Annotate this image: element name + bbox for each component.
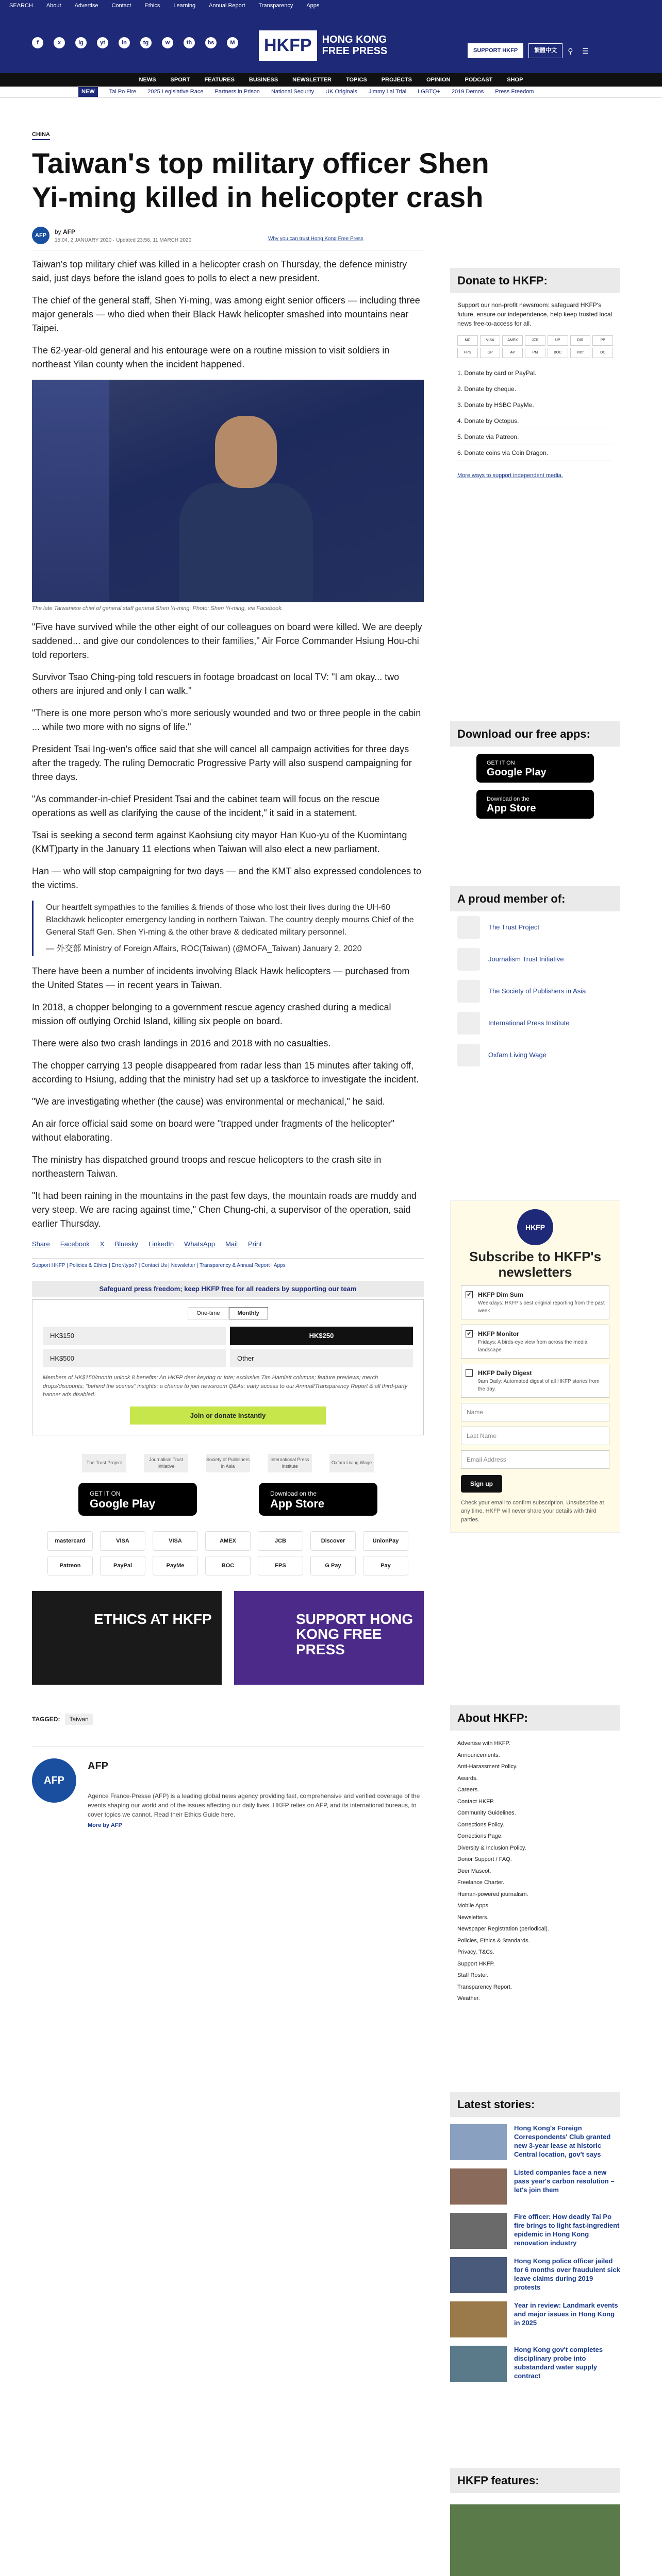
about-link[interactable]: Mobile Apps. (457, 1903, 490, 1909)
payment-icon: Patreon (47, 1556, 93, 1575)
topic-link[interactable]: 2025 Legislative Race (147, 89, 204, 95)
topbar-link[interactable]: Transparency (258, 2, 293, 9)
story-thumbnail (450, 2346, 507, 2382)
topic-link[interactable]: Partners in Prison (214, 89, 260, 95)
checkbox[interactable] (466, 1369, 473, 1377)
google-play-button[interactable]: GET IT ON Google Play (476, 754, 594, 783)
newsletter-signup (450, 1200, 620, 1533)
app-store-button[interactable]: Download on the App Store (476, 790, 594, 819)
amount-option[interactable]: HK$250 (230, 1327, 413, 1345)
donate-widget (32, 1299, 424, 1436)
header-actions (468, 43, 591, 58)
amount-option[interactable]: HK$500 (43, 1349, 226, 1368)
more-by-author[interactable]: More by AFP (88, 1822, 122, 1828)
article-category[interactable]: CHINA (32, 130, 50, 140)
member-badges (32, 1454, 424, 1472)
donate-method[interactable]: 5. Donate via Patreon. (457, 429, 613, 445)
about-link[interactable]: Human-powered journalism. (457, 1891, 528, 1897)
latest-story[interactable]: Listed companies face a new pass year's carbon resolution – let's join them (450, 2168, 620, 2205)
nav-item[interactable]: NEWS (139, 76, 156, 83)
payment-icon: PayMe (153, 1556, 198, 1575)
app-store-button[interactable]: Download on the App Store (259, 1483, 377, 1516)
feature-story[interactable] (450, 2504, 620, 2576)
member-org[interactable]: Journalism Trust Initiative (457, 943, 613, 975)
topbar-link[interactable]: Advertise (74, 2, 98, 9)
sidebar-latest (450, 2092, 620, 2397)
topic-link[interactable]: UK Originals (325, 89, 357, 95)
payment-icon: Pay (363, 1556, 408, 1575)
member-org[interactable]: Oxfam Living Wage (457, 1039, 613, 1071)
sidebar-heading: Download our free apps: (450, 721, 620, 747)
threads-icon[interactable]: th (184, 37, 195, 48)
checkbox[interactable]: ✔ (466, 1291, 473, 1298)
about-link[interactable]: Contact HKFP. (457, 1798, 494, 1805)
topbar-link[interactable]: Annual Report (209, 2, 245, 9)
about-link[interactable]: Transparency Report. (457, 1984, 512, 1990)
youtube-icon[interactable]: yt (97, 37, 108, 48)
newsletter-title: Subscribe to HKFP's newsletters (469, 1249, 602, 1280)
topbar-link[interactable]: Learning (173, 2, 196, 9)
author-name[interactable]: by AFP (55, 228, 76, 235)
top-bar (0, 0, 662, 11)
mastodon-icon[interactable]: M (227, 37, 238, 48)
nav-item[interactable]: NEWSLETTER (292, 76, 332, 83)
tweet-text: Our heartfelt sympathies to the families & friends of those who lost their lives during the UH-60 Blackhawk helicopter emergency landing in northern Taiwan. The country deeply mourns Chief of the General Staff Gen. Shen Yi-ming & the other brave & dedicated military personnel. (46, 903, 414, 937)
signup-button[interactable]: Sign up (461, 1475, 502, 1493)
story-thumbnail (450, 2124, 507, 2160)
donate-banner[interactable]: Safeguard press freedom; keep HKFP free for all readers by supporting our team (32, 1281, 424, 1297)
paragraph: In 2018, a chopper belonging to a government rescue agency crashed during a medical mission off outlying Orchid Island, killing six people on board. (32, 1002, 391, 1026)
topbar-link[interactable]: Contact (111, 2, 131, 9)
print-button[interactable]: Print (247, 1240, 262, 1248)
bluesky-icon[interactable]: bs (205, 37, 217, 48)
member-org[interactable]: International Press Institute (457, 1007, 613, 1039)
share-bar (32, 1239, 424, 1249)
join-button[interactable]: Join or donate instantly (130, 1406, 326, 1425)
paragraph: An air force official said some on board were "trapped under fragments of the helicopter" without elaborating. (32, 1118, 394, 1143)
payment-icon: mastercard (47, 1531, 93, 1551)
sidebar-members (450, 886, 620, 1071)
search-icon[interactable]: ⚲ (568, 47, 573, 56)
share-link[interactable]: Share (32, 1240, 50, 1248)
first-name-input[interactable]: Name (461, 1403, 609, 1421)
paragraph: "As commander-in-chief President Tsai and the cabinet team will focus on the rescue operations as well as clarifying the cause of the incident," it said in a statement. (32, 793, 380, 818)
paragraph: Survivor Tsao Ching-ping told rescuers in footage broadcast on local TV: "I am okay... two others are injured and only I can walk." (32, 671, 400, 696)
trust-link[interactable]: Why you can trust Hong Kong Free Press (268, 236, 363, 242)
jti-logo[interactable]: Journalism Trust Initiative (144, 1454, 188, 1472)
photo-caption: The late Taiwanese chief of general staff general Shen Yi-ming. Photo: Shen Yi-ming, via Facebook. (32, 605, 283, 612)
topic-nav (0, 87, 662, 98)
paragraph: The chopper carrying 13 people disappeared from radar less than 15 minutes after taking off, according to Hsiung, adding that the ministry had set up a taskforce to investigate the incident. (32, 1060, 419, 1084)
nav-item[interactable]: SHOP (507, 76, 523, 83)
support-links[interactable]: Support HKFP | Policies & Ethics | Error/typo? | Contact Us | Newsletter | Transparency & Annual Report | Apps (32, 1258, 424, 1269)
newsletter-note: Check your email to confirm subscription. Unsubscribe at any time. HKFP will never share your details with third parties. (461, 1499, 604, 1523)
author-box (32, 1747, 424, 1830)
tag-link[interactable]: Taiwan (65, 1714, 92, 1725)
sidebar-donate (450, 268, 620, 483)
payment-icon: AMEX (205, 1531, 251, 1551)
hkfp-logo: HKFP (517, 1209, 553, 1245)
topic-link[interactable]: 2019 Demos (451, 89, 484, 95)
main-nav (0, 73, 662, 87)
about-link[interactable]: Deer Mascot. (457, 1868, 491, 1874)
payment-icon: VISA (100, 1531, 145, 1551)
topbar-link[interactable]: About (46, 2, 61, 9)
mail-share[interactable]: Mail (225, 1240, 238, 1248)
author-avatar[interactable]: AFP (32, 227, 49, 244)
about-link[interactable]: Community Guidelines. (457, 1810, 516, 1816)
about-link[interactable]: Policies, Ethics & Standards. (457, 1937, 530, 1944)
email-input[interactable]: Email Address (461, 1450, 609, 1469)
payment-cards: MC VISA AMEX JCB UP DIS PP FPS GP AP PM BOC Patr DC (450, 335, 620, 358)
nav-item[interactable]: PODCAST (465, 76, 493, 83)
site-header (0, 11, 662, 73)
paragraph: The 62-year-old general and his entourage were on a routine mission to visit soldiers in northeast Yilan county when the incident happened. (32, 345, 390, 369)
x-share[interactable]: X (100, 1240, 105, 1248)
support-button[interactable]: SUPPORT HKFP (468, 43, 523, 58)
linkedin-icon[interactable]: in (119, 37, 130, 48)
story-thumbnail (450, 2213, 507, 2249)
payment-icon: PayPal (100, 1556, 145, 1575)
sidebar-features (450, 2468, 620, 2576)
freq-option[interactable]: One-time (188, 1307, 228, 1320)
oxfam-logo[interactable]: Oxfam Living Wage (329, 1454, 374, 1472)
nav-item[interactable]: OPINION (426, 76, 451, 83)
instagram-icon[interactable]: ig (75, 37, 87, 48)
embedded-tweet (32, 901, 424, 956)
topic-link[interactable]: Jimmy Lai Trial (368, 89, 407, 95)
paragraph: "There is one more person who's more seriously wounded and two or three people in the cabin ... while two more with no signs of life." (32, 707, 421, 732)
paragraph: President Tsai Ing-wen's office said that she will cancel all campaign activities for three days after the tragedy. The ruling Democratic Progressive Party will also suspend campaigning for three days. (32, 743, 412, 782)
latest-story[interactable]: Fire officer: How deadly Tai Po fire brings to light fast-ingredient epidemic in Hong Kong renovation industry (450, 2213, 620, 2249)
latest-story[interactable]: Year in review: Landmark events and major issues in Hong Kong in 2025 (450, 2301, 620, 2337)
paragraph: "Five have survived while the other eight of our colleagues on board were killed. We are deeply saddened... and give our condolences to their families," Air Force Commander Hsiung Hou-chi told reporters. (32, 621, 422, 660)
sidebar-heading: Latest stories: (450, 2092, 620, 2117)
more-ways-link[interactable]: More ways to support independent media. (457, 472, 563, 479)
about-link[interactable]: Staff Roster. (457, 1972, 489, 1978)
paragraph: There were also two crash landings in 2016 and 2018 with no casualties. (32, 1038, 331, 1048)
sidebar-heading: A proud member of: (450, 886, 620, 911)
nav-item[interactable]: TOPICS (345, 76, 367, 83)
payment-icon: JCB (258, 1531, 303, 1551)
whatsapp-icon[interactable]: w (162, 37, 173, 48)
telegram-icon[interactable]: tg (140, 37, 152, 48)
payment-icon: VISA (153, 1531, 198, 1551)
amount-option[interactable]: HK$150 (43, 1327, 226, 1345)
article-body (32, 258, 424, 1830)
latest-story[interactable]: Hong Kong gov't completes disciplinary probe into substandard water supply contract (450, 2346, 620, 2382)
payment-icon: Discover (310, 1531, 356, 1551)
latest-story[interactable]: Hong Kong's Foreign Correspondents' Club granted new 3-year lease at historic Central location, gov't says (450, 2124, 620, 2160)
paragraph: "It had been raining in the mountains in the past few days, the mountain roads are muddy and very steep. We are racing against time," Chen Chung-chi, a supervisor of the operation, said earlier Thursday. (32, 1190, 417, 1229)
payment-icon: BOC (205, 1556, 251, 1575)
google-play-button[interactable]: GET IT ON Google Play (78, 1483, 197, 1516)
member-org[interactable]: The Trust Project (457, 911, 613, 943)
frequency-toggle (43, 1307, 413, 1320)
freq-option[interactable]: Monthly (229, 1307, 268, 1320)
social-links (32, 37, 238, 48)
paragraph: Han — who will stop campaigning for two days — and the KMT also expressed condolences to the victims. (32, 866, 422, 890)
payment-icon: UnionPay (363, 1531, 408, 1551)
story-thumbnail (450, 2301, 507, 2337)
app-stores (32, 1483, 424, 1516)
paragraph: "We are investigating whether (the cause) was environmental or mechanical," he said. (32, 1096, 385, 1107)
about-link[interactable]: Newspaper Registration (periodical). (457, 1926, 549, 1932)
about-link[interactable]: Diversity & Inclusion Policy. (457, 1844, 526, 1851)
about-link[interactable]: Advertise with HKFP. (457, 1740, 510, 1747)
amount-option[interactable]: Other (230, 1349, 413, 1368)
feature-image (450, 2504, 620, 2576)
facebook-share[interactable]: Facebook (60, 1240, 90, 1248)
about-link[interactable]: Careers. (457, 1787, 479, 1793)
newsletter-option[interactable]: ✔ HKFP Dim Sum Weekdays: HKFP's best original reporting from the past week (461, 1285, 609, 1319)
donate-intro[interactable]: Support our non-profit newsroom: safeguard HKFP's future, ensure our independence, help keep trusted local news free-to-access for all. (457, 301, 613, 327)
topbar-link[interactable]: Ethics (144, 2, 160, 9)
sidebar-heading: Donate to HKFP: (450, 268, 620, 293)
about-link[interactable]: Support HKFP. (457, 1960, 495, 1967)
facebook-icon[interactable]: f (32, 37, 43, 48)
byline (32, 227, 424, 244)
topic-link[interactable]: Press Freedom (495, 89, 534, 95)
author-avatar[interactable]: AFP (32, 1758, 76, 1803)
payment-icon: FPS (258, 1556, 303, 1575)
whatsapp-share[interactable]: WhatsApp (184, 1240, 216, 1248)
nav-item[interactable]: FEATURES (204, 76, 235, 83)
author-bio: Agence France-Presse (AFP) is a leading global news agency providing fast, comprehensive and verified coverage of the events shaping our world and of the issues affecting our daily lives. HKFP relies on AFP, and its international bureaus, to cover topics we cannot. Read their Ethics Guide here. (88, 1792, 420, 1818)
donate-method[interactable]: 1. Donate by card or PayPal. (457, 365, 613, 381)
linkedin-share[interactable]: LinkedIn (148, 1240, 174, 1248)
topic-link[interactable]: National Security (271, 89, 315, 95)
about-links (450, 1731, 620, 2012)
member-org[interactable]: The Society of Publishers in Asia (457, 975, 613, 1007)
donate-methods (450, 358, 620, 468)
bluesky-share[interactable]: Bluesky (114, 1240, 138, 1248)
ethics-promo[interactable]: ETHICS AT HKFP (32, 1591, 222, 1685)
article-title: Taiwan's top military officer Shen Yi-ming killed in helicopter crash (32, 147, 489, 213)
paragraph: The chief of the general staff, Shen Yi-ming, was among eight senior officers — including three major generals — who died when their Black Hawk helicopter smashed into mountains near Taipei. (32, 295, 420, 333)
tweet-source[interactable]: — 外交部 Ministry of Foreign Affairs, ROC(Taiwan) (@MOFA_Taiwan) January 2, 2020 (46, 944, 362, 953)
story-thumbnail (450, 2257, 507, 2293)
author-name[interactable]: AFP (88, 1760, 108, 1772)
about-link[interactable]: Donor Support / FAQ. (457, 1856, 512, 1862)
topbar-link[interactable]: Apps (306, 2, 320, 9)
newsletter-option[interactable]: ✔ HKFP Monitor Fridays: A birds-eye view from across the media landscape. (461, 1325, 609, 1359)
language-button[interactable]: 繁體中文 (528, 43, 562, 58)
topic-link[interactable]: LGBTQ+ (418, 89, 440, 95)
nav-item[interactable]: SPORT (170, 76, 190, 83)
about-link[interactable]: Corrections Policy. (457, 1821, 504, 1828)
new-badge: NEW (78, 87, 98, 97)
support-promo[interactable]: SUPPORT HONG KONG FREE PRESS (234, 1591, 424, 1685)
last-name-input[interactable]: Last Name (461, 1427, 609, 1445)
x-icon[interactable]: x (54, 37, 65, 48)
paragraph: There have been a number of incidents involving Black Hawk helicopters — purchased from the United States — in recent years in Taiwan. (32, 965, 410, 990)
donate-method[interactable]: 2. Donate by cheque. (457, 381, 613, 397)
sidebar-apps (450, 721, 620, 819)
story-thumbnail (450, 2168, 507, 2205)
checkbox[interactable]: ✔ (466, 1330, 473, 1337)
menu-icon[interactable]: ☰ (582, 47, 589, 56)
about-link[interactable]: Corrections Page. (457, 1833, 503, 1839)
about-link[interactable]: Privacy, T&Cs. (457, 1949, 494, 1955)
sopa-logo[interactable]: Society of Publishers in Asia (206, 1454, 250, 1472)
about-link[interactable]: Weather. (457, 1995, 480, 2002)
sidebar-about (450, 1705, 620, 2012)
sidebar-heading: HKFP features: (450, 2468, 620, 2493)
donate-method[interactable]: 6. Donate coins via Coin Dragon. (457, 445, 613, 461)
donate-method[interactable]: 4. Donate by Octopus. (457, 413, 613, 429)
ipi-logo[interactable]: International Press Institute (268, 1454, 312, 1472)
about-link[interactable]: Anti-Harassment Policy. (457, 1764, 518, 1770)
nav-item[interactable]: PROJECTS (381, 76, 412, 83)
payment-icon: G Pay (310, 1556, 356, 1575)
latest-story[interactable]: Hong Kong police officer jailed for 6 months over fraudulent sick leave claims during 2019 protests (450, 2257, 620, 2293)
payment-methods (47, 1531, 408, 1575)
paragraph: Taiwan's top military chief was killed in a helicopter crash on Thursday, the defence ministry said, just days before the island goes to polls to elect a new president. (32, 259, 407, 283)
about-link[interactable]: Newsletters. (457, 1914, 489, 1921)
topic-link[interactable]: Tai Po Fire (109, 89, 137, 95)
about-link[interactable]: Awards. (457, 1775, 478, 1782)
article-dates: 15:04, 2 JANUARY 2020 · Updated 23:56, 11 MARCH 2020 (55, 237, 192, 243)
about-link[interactable]: Announcements. (457, 1752, 500, 1758)
trust-project-logo[interactable]: The Trust Project (82, 1454, 126, 1472)
member-benefits: Members of HK$150/month unlock 8 benefits: An HKFP deer keyring or tote; exclusive Tim Hamlett columns; feature previews; merch drops/discounts; "behind the scenes" insights; a chance to join newsroom Q&As; early access to our Annual/Transparency Report & all third-party banner ads disabled. (43, 1375, 408, 1398)
article-photo (32, 380, 424, 602)
sidebar-heading: About HKFP: (450, 1705, 620, 1731)
paragraph: The ministry has dispatched ground troops and rescue helicopters to the crash site in northeastern Taiwan. (32, 1154, 382, 1179)
promo-banners (32, 1591, 424, 1685)
amount-options (43, 1327, 413, 1367)
site-logo[interactable]: HKFP HONG KONG FREE PRESS (259, 27, 405, 64)
donate-method[interactable]: 3. Donate by HSBC PayMe. (457, 397, 613, 413)
about-link[interactable]: Freelance Charter. (457, 1879, 505, 1886)
paragraph: Tsai is seeking a second term against Kaohsiung city mayor Han Kuo-yu of the Kuomintang (KMT)party in the January 11 elections when Taiwan will also elect a new parliament. (32, 829, 407, 854)
newsletter-option[interactable]: HKFP Daily Digest 9am Daily: Automated digest of all HKFP stories from the day. (461, 1364, 609, 1398)
nav-item[interactable]: BUSINESS (249, 76, 278, 83)
tags: TAGGED: Taiwan (32, 1714, 424, 1725)
topbar-link[interactable]: SEARCH (9, 2, 33, 9)
